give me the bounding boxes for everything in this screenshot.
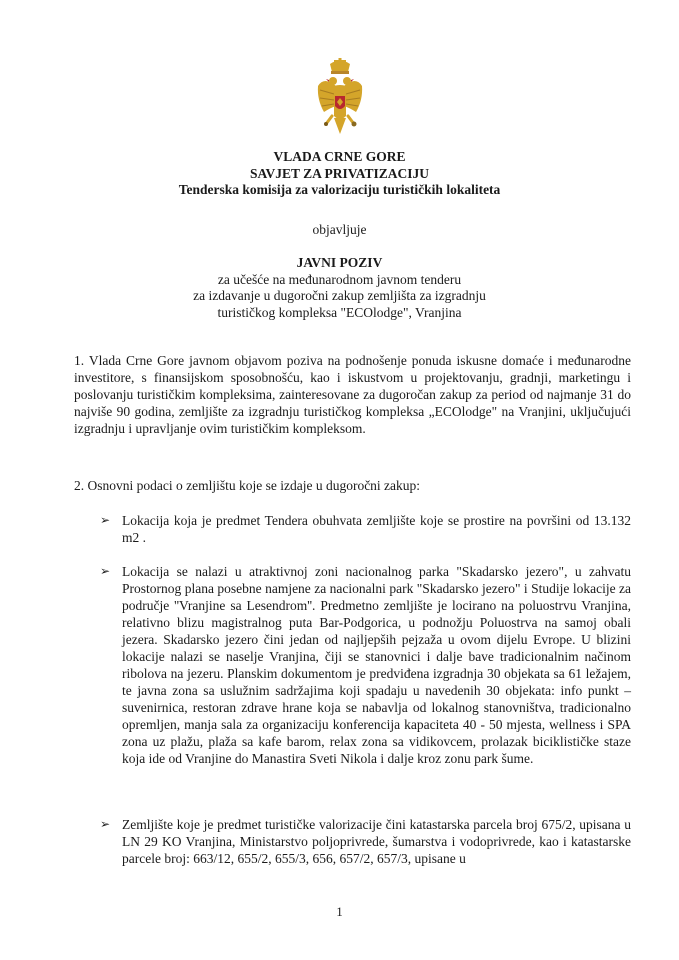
public-call-heading <box>60 255 619 321</box>
paragraph-2: 2. Osnovni podaci o zemljištu koje se izdaje u dugoročni zakup: <box>74 478 421 493</box>
government-name: VLADA CRNE GORE <box>273 149 406 164</box>
list-item <box>100 816 631 876</box>
public-call-subtitle-line: za izdavanje u dugoročni zakup zemljišta za izgradnju <box>193 288 486 303</box>
public-call-subtitle-line: turističkog kompleksa "ECOlodge", Vranjina <box>217 304 462 320</box>
commission-name: Tenderska komisija za valorizaciju turističkih lokaliteta <box>178 182 501 197</box>
paragraph-1: 1. Vlada Crne Gore javnom objavom poziva na podnošenje ponuda iskusne domaće i međunarodne investitore, s finansijskom sposobnošću, kao i iskustvom u projektovanju, gradnji, marketingu i poslovanju turističkim kompleksima, zainteresovane za dugoročan zakup za period od najmanje 31 do najviše 90 godina, zemljište za izgradnju turističkog kompleksa „ECOlodge" na Vranjini, uključujući izgradnju i upravljanje ovim turističkim kompleksom. <box>74 353 631 436</box>
arrow-bullet-icon: ➢ <box>100 513 111 527</box>
public-call-subtitle-line: za učešće na međunarodnom javnom tenderu <box>217 271 462 287</box>
list-item <box>100 563 631 803</box>
coat-of-arms-icon <box>316 58 364 142</box>
arrow-bullet-icon: ➢ <box>100 817 111 831</box>
list-item-text: Zemljište koje je predmet turističke valorizacije čini katastarska parcela broj 675/2, upisana u LN 29 KO Vranjina, Ministarstvo poljoprivrede, šumarstva i vodoprivrede, kao i katastarske parcele broj: 663/12, 655/2, 655/3, 656, 657/2, 657/3, upisane u <box>122 817 631 866</box>
arrow-bullet-icon: ➢ <box>100 564 111 578</box>
announces-label: objavljuje <box>312 222 367 237</box>
issuer-header <box>60 149 619 199</box>
page-number: 1 <box>336 904 343 919</box>
list-item <box>100 512 631 552</box>
list-item-text: Lokacija koja je predmet Tendera obuhvata zemljište koje se prostire na površini od 13.132 m2 . <box>122 513 631 545</box>
list-item-text: Lokacija se nalazi u atraktivnoj zoni nacionalnog parka "Skadarsko jezero", u zahvatu Prostornog plana posebne namjene za nacionalni park "Skadarsko jezero" i Studije lokacije za područje ''Vranjine sa Lesendrom''. Predmetno zemljište je locirano na poluostrvu Vranjina, relativno blizu magistralnog puta Bar-Podgorica, u podnožju Poluostrva na samoj obali jezera. Skadarsko jezero čini jedan od najljepših pejzaža u ovom dijelu Evrope. U blizini lokacije nalazi se naselje Vranjina, čiji se stanovnici i dalje bave tradicionalnim načinom ribolova na jezeru. Planskim dokumentom je predviđena izgradnja 30 objekata sa 61 ležajem, te javna zona sa uslužnim sadržajima koji spadaju u navedenih 30 objekata: info punkt – suvenirnica, restoran zdrave hrane koja se nabavlja od lokalnog stanovništva, tradicionalno opremljen, manja sala za organizaciju konferencija kapaciteta 40 - 50 mjesta, wellness i SPA zona uz plažu, plaža sa kafe barom, relax zona sa vidikovcem, prolazak biciklističke staze koja ide od Vranjine do Manastira Sveti Nikola i dalje kroz zonu park šume. <box>122 564 631 766</box>
public-call-title: JAVNI POZIV <box>296 255 383 270</box>
council-name: SAVJET ZA PRIVATIZACIJU <box>249 165 430 181</box>
